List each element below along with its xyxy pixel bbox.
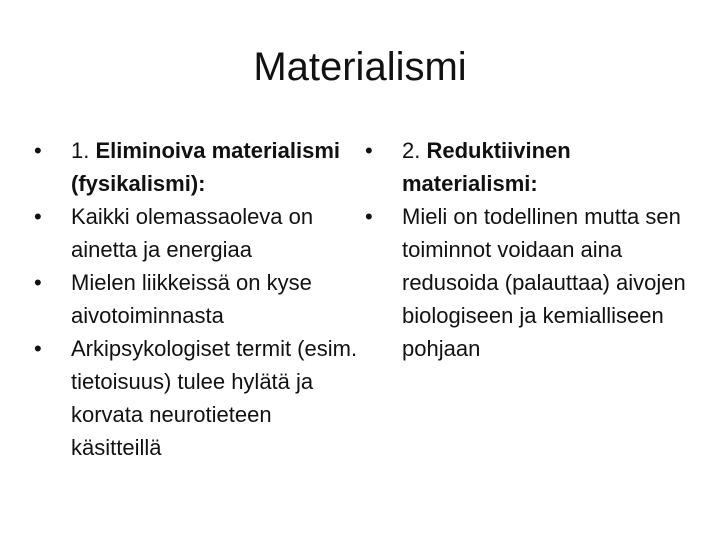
bullet-icon: • [365,138,373,163]
bullet-bold-text: Reduktiivinen materialismi: [402,138,571,196]
slide-title: Materialismi [253,45,467,89]
left-bullet-2 [34,200,364,266]
bullet-prefix: 1. [71,138,96,163]
bullet-text: Arkipsykologiset termit (esim. tietoisuus) tulee hylätä ja korvata neurotieteen käsitteillä [71,336,358,460]
bullet-icon: • [34,138,42,163]
bullet-text: Kaikki olemassaoleva on ainetta ja energiaa [71,204,314,262]
left-bullet-list [34,134,364,464]
bullet-prefix: 2. [402,138,427,163]
right-bullet-1 [365,134,695,200]
bullet-icon: • [34,270,42,295]
left-bullet-3 [34,266,364,332]
bullet-icon: • [365,204,373,229]
right-bullet-list [365,134,695,365]
bullet-bold-text: Eliminoiva materialismi (fysikalismi): [71,138,341,196]
bullet-icon: • [34,204,42,229]
left-bullet-4 [34,332,364,464]
bullet-icon: • [34,336,42,361]
right-bullet-2 [365,200,695,365]
left-bullet-1 [34,134,364,200]
bullet-text: Mieli on todellinen mutta sen toiminnot voidaan aina redusoida (palauttaa) aivojen biologiseen ja kemialliseen pohjaan [402,204,686,361]
bullet-text: Mielen liikkeissä on kyse aivotoiminnasta [71,270,312,328]
